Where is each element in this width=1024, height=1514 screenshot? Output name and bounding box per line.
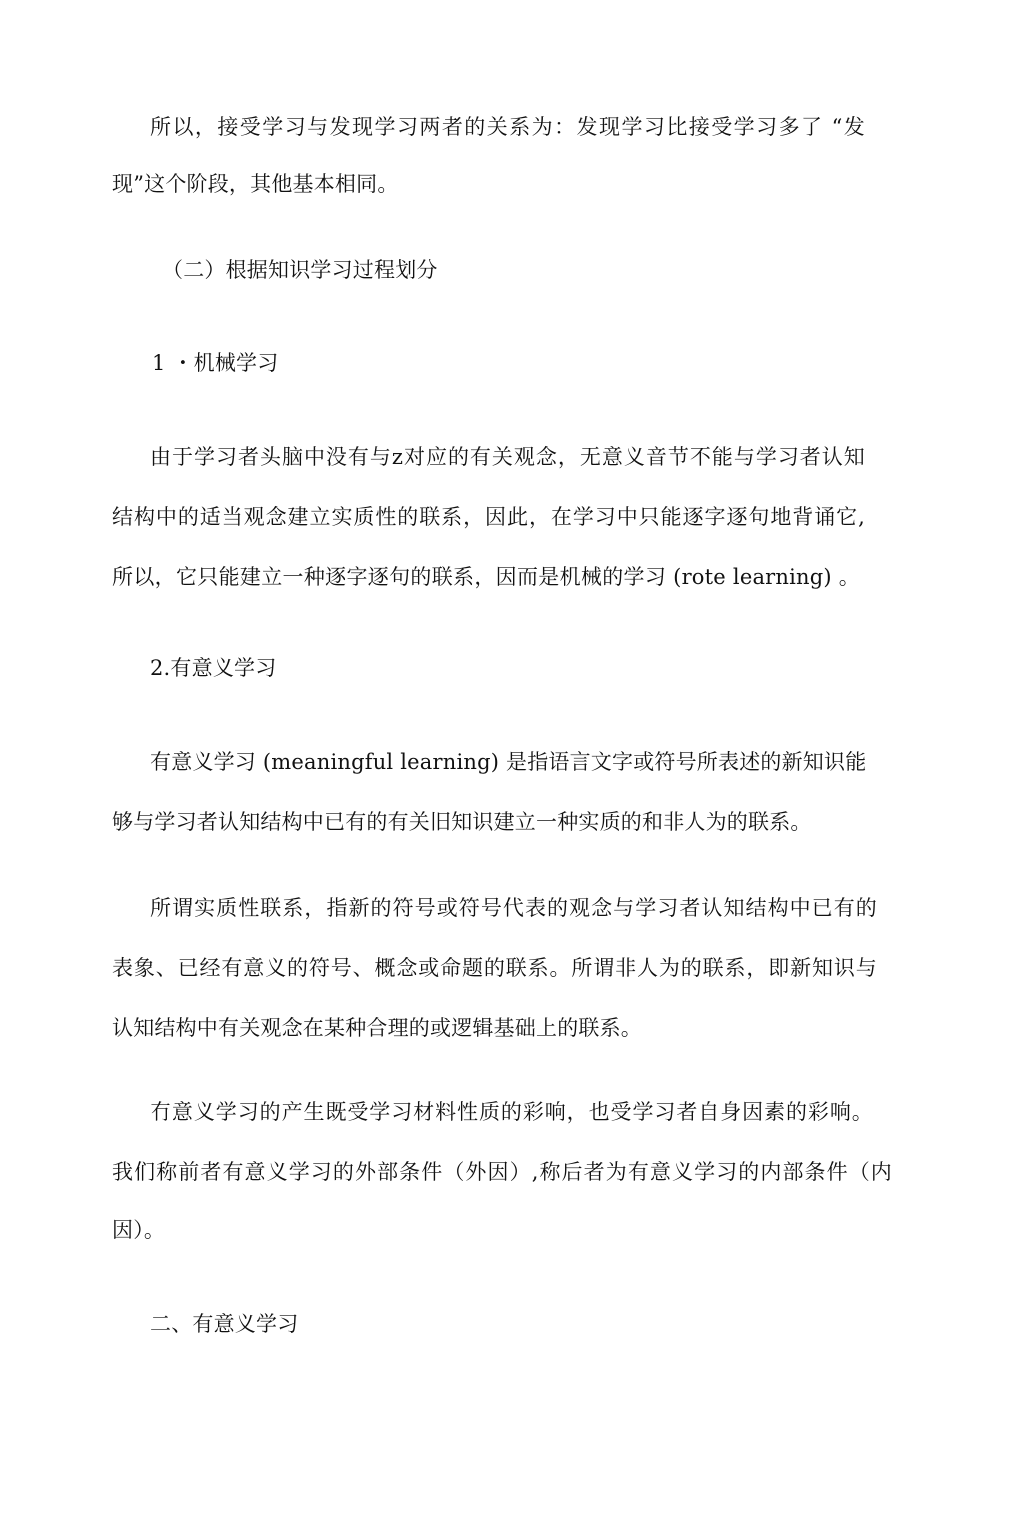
paragraph-line: 由于学习者头脑中没有与z对应的有关观念，无意义音节不能与学习者认知 bbox=[150, 445, 865, 469]
paragraph-line: 有意义学习 (meaningful learning) 是指语言文字或符号所表述的新知识能 bbox=[150, 750, 867, 774]
paragraph-line: 所以，接受学习与发现学习两者的关系为：发现学习比接受学习多了 “发 bbox=[150, 115, 865, 139]
paragraph-line: 我们称前者有意义学习的外部条件（外因）,称后者为有意义学习的内部条件（内 bbox=[112, 1160, 892, 1184]
subsection-heading: 2.有意义学习 bbox=[150, 656, 277, 680]
paragraph-line: 认知结构中有关观念在某种合理的或逻辑基础上的联系。 bbox=[112, 1016, 642, 1040]
paragraph-line: 现”这个阶段，其他基本相同。 bbox=[112, 172, 399, 196]
section-heading: （二）根据知识学习过程划分 bbox=[162, 258, 438, 282]
part-heading: 二、有意义学习 bbox=[150, 1312, 299, 1336]
paragraph-line: 冇意义学习的产生既受学习材料性质的彩响，也受学习者自身因素的彩响。 bbox=[150, 1100, 873, 1124]
paragraph-line: 表象、已经有意义的符号、概念或命题的联系。所谓非人为的联系，即新知识与 bbox=[112, 956, 877, 980]
paragraph-line: 因）。 bbox=[112, 1218, 166, 1242]
paragraph-line: 结构中的适当观念建立实质性的联系，因此，在学习中只能逐字逐句地背诵它, bbox=[112, 505, 865, 529]
paragraph-line: 所谓实质性联系，指新的符号或符号代表的观念与学习者认知结构中已有的 bbox=[150, 896, 877, 920]
paragraph-line: 所以，它只能建立一种逐字逐句的联系，因而是机械的学习 (rote learning) 。 bbox=[112, 565, 860, 589]
subsection-heading: 1 ・机械学习 bbox=[152, 351, 279, 375]
paragraph-line: 够与学习者认知结构中已有的有关旧知识建立一种实质的和非人为的联系。 bbox=[112, 810, 812, 834]
